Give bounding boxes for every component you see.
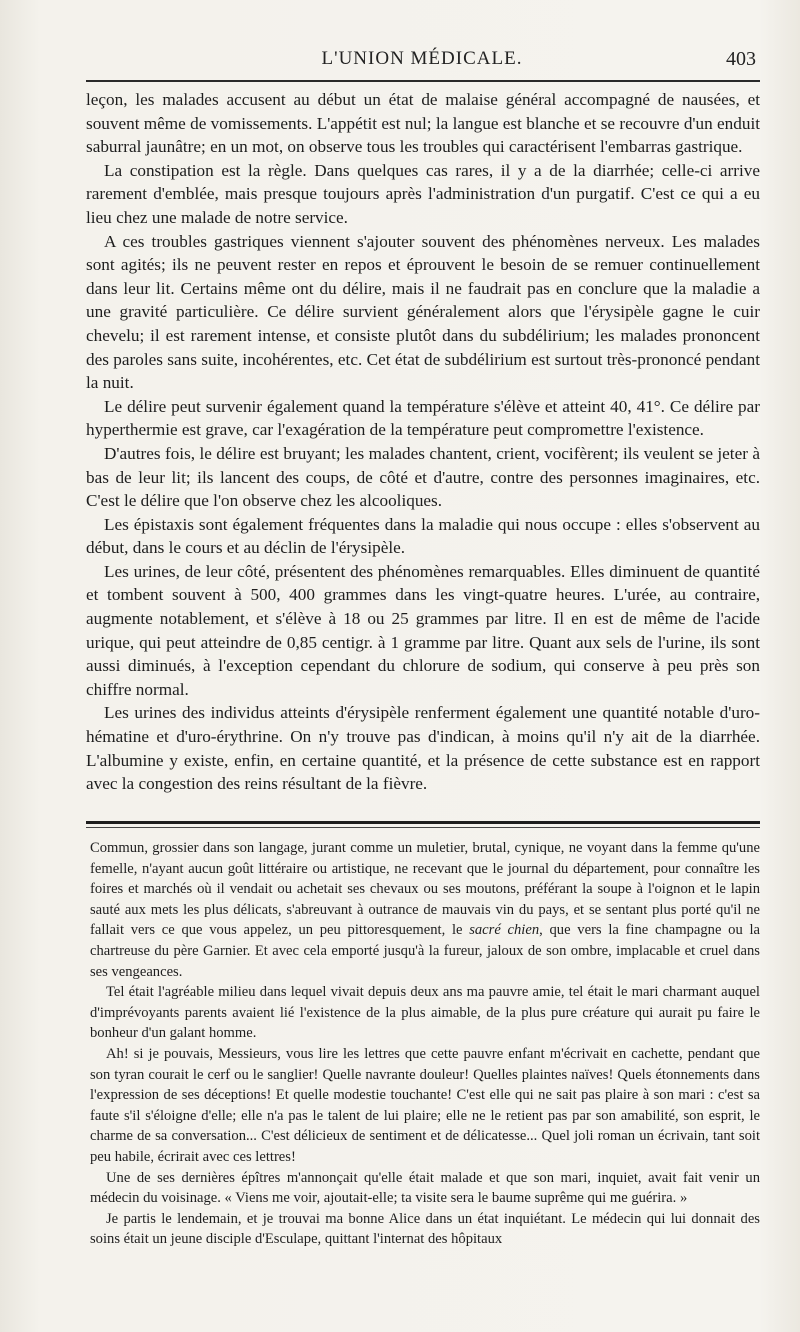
text-run: , que vers la fine champagne ou la chartreuse du père Garnier. Et avec cela emporté jusqu'à la fureur, jaloux de son ombre, implacable et cruel dans ses vengeances. xyxy=(90,922,760,980)
feuilleton-paragraph xyxy=(90,838,760,982)
header-rule xyxy=(86,80,760,82)
paragraph: Les urines, de leur côté, présentent des phénomènes remarquables. Elles diminuent de quantité et tombent souvent à 500, 400 grammes dans les vingt-quatre heures. L'urée, au contraire, augmente notablement, et s'élève à 18 ou 25 grammes par litre. Il en est de même de l'acide urique, qui peut atteindre de 0,85 centigr. à 1 gramme par litre. Quant aux sels de l'urine, ils sont aussi diminués, à l'exception cependant du chlorure de sodium, qui conserve à peu près son chiffre normal. xyxy=(86,561,760,699)
paragraph: Les épistaxis sont également fréquentes dans la maladie qui nous occupe : elles s'observent au début, dans le cours et au déclin de l'érysipèle. xyxy=(86,514,760,558)
feuilleton-paragraph: Je partis le lendemain, et je trouvai ma bonne Alice dans un état inquiétant. Le médecin qui lui donnait des soins était un jeune disciple d'Esculape, quittant l'internat des hôpitaux xyxy=(90,1210,760,1248)
page-number: 403 xyxy=(726,48,756,70)
feuilleton-paragraph: Une de ses dernières épîtres m'annonçait qu'elle était malade et que son mari, inquiet, avait fait venir un médecin du voisinage. « Viens me voir, ajoutait-elle; ta visite sera le baume suprême qui me guérira. » xyxy=(90,1169,760,1207)
feuilleton-paragraph: Tel était l'agréable milieu dans lequel vivait depuis deux ans ma pauvre amie, tel était le mari charmant auquel d'imprévoyants parents avaient lié l'existence de la plus aimable, de la plus pure créature qui aurait pu faire le bonheur d'un galant homme. xyxy=(90,984,760,1042)
running-header xyxy=(86,44,758,74)
feuilleton-paragraph: Ah! si je pouvais, Messieurs, vous lire les lettres que cette pauvre enfant m'écrivait en cachette, pendant que son tyran courait le cerf ou le sanglier! Quelle navrante douleur! Quelles plaintes naïves! Quels étonnements dans l'expression de ses déceptions! Et quelle modestie touchante! C'est elle qui ne sait pas plaire à son mari : c'est sa faute s'il s'éloigne d'elle; elle n'a pas le talent de lui plaire; elle ne le retient pas par son amabilité, son esprit, le charme de sa conversation... C'est délicieux de sentiment et de délicatesse... Quel joli roman un écrivain, tant soit peu habile, écrirait avec ces lettres! xyxy=(90,1045,760,1165)
paragraph: leçon, les malades accusent au début un état de malaise général accompagné de nausées, et souvent même de vomissements. L'appétit est nul; la langue est blanche et se recouvre d'un enduit saburral jaunâtre; en un mot, on observe tous les troubles qui caractérisent l'embarras gastrique. xyxy=(86,90,760,157)
text-run: Commun, grossier dans son langage, jurant comme un muletier, brutal, cynique, ne voyant dans la femme qu'une femelle, n'ayant aucun goût littéraire ou artistique, ne recevant que le journal du département, pour connaître les foires et marchés où il vendait ou achetait ses chevaux ou ses moutons, préférant la soupe à l'oignon et le lapin sauté aux mets les plus délicats, s'abreuvant à outrance de mauvais vin du pays, et se sentant plus porté qu'il ne fallait vers ce que vous appelez, un peu pittoresquement, le xyxy=(90,840,760,939)
feuilleton-section xyxy=(90,838,760,1250)
feuilleton-separator xyxy=(86,821,760,827)
paragraph: La constipation est la règle. Dans quelques cas rares, il y a de la diarrhée; celle-ci arrive rarement d'emblée, mais presque toujours après l'administration d'un purgatif. C'est ce qui a eu lieu chez une malade de notre service. xyxy=(86,160,760,227)
article-body xyxy=(86,88,760,796)
italic-phrase: sacré chien xyxy=(469,922,540,939)
journal-title: L'UNION MÉDICALE. xyxy=(321,48,523,69)
paragraph: A ces troubles gastriques viennent s'ajouter souvent des phénomènes nerveux. Les malades sont agités; ils ne peuvent rester en repos et éprouvent le besoin de se remuer continuellement dans leur lit. Certains même ont du délire, mais il ne faudrait pas en conclure que la maladie a une gravité particulière. Ce délire survient généralement alors que l'érysipèle gagne le cuir chevelu; il est rarement intense, et consiste plutôt dans du subdélirium; les malades prononcent des paroles sans suite, incohérentes, etc. Cet état de subdélirium est surtout très-prononcé pendant la nuit. xyxy=(86,231,760,393)
paragraph: Le délire peut survenir également quand la température s'élève et atteint 40, 41°. Ce délire par hyperthermie est grave, car l'exagération de la température peut compromettre l'existence. xyxy=(86,396,760,440)
paragraph: D'autres fois, le délire est bruyant; les malades chantent, crient, vocifèrent; ils veulent se jeter à bas de leur lit; ils lancent des coups, de côté et d'autre, contre des personnes imaginaires, etc. C'est le délire que l'on observe chez les alcooliques. xyxy=(86,443,760,511)
paragraph: Les urines des individus atteints d'érysipèle renferment également une quantité notable d'uro-hématine et d'uro-érythrine. On n'y trouve pas d'indican, à moins qu'il n'y ait de la diarrhée. L'albumine y existe, enfin, en certaine quantité, et la présence de cette substance est en rapport avec la congestion des reins résultant de la fièvre. xyxy=(86,703,760,794)
